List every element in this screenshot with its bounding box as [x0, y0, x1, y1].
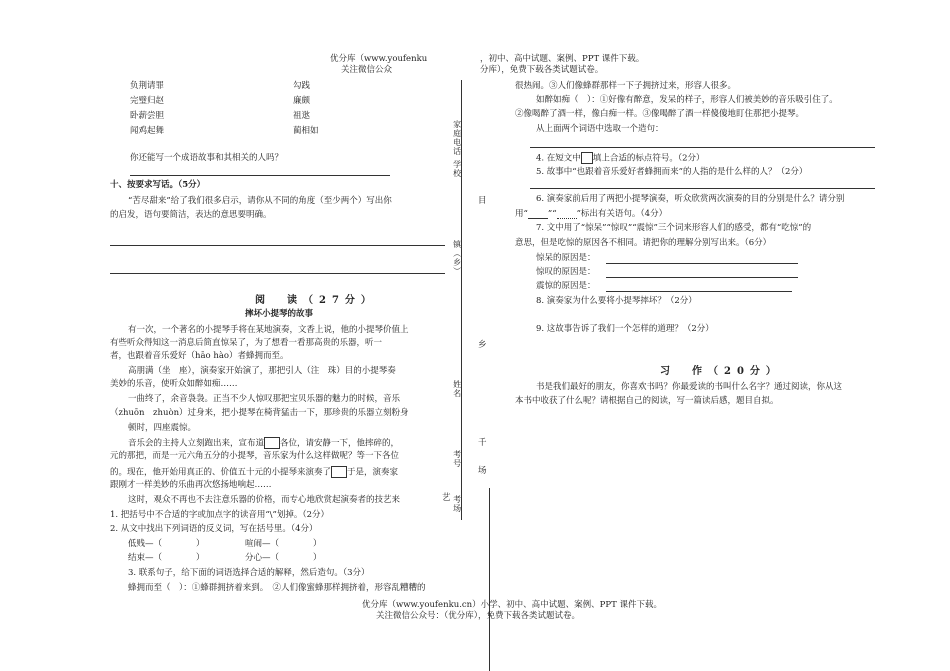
header-left-line2: 关注微信公众: [341, 65, 393, 75]
question-6: [515, 209, 667, 219]
idiom-left-1: 负荆请罪: [130, 81, 165, 91]
wavy-underline-mark: [557, 218, 577, 219]
story-text: 美妙的乐音，使听众如醉如痴……: [110, 379, 238, 389]
idiom-left-4: 闻鸡起舞: [130, 126, 165, 136]
header-right-line2: 分库），免费下载各类试题试卷。: [480, 65, 604, 75]
story-text-part: 于是，演奏家: [347, 467, 399, 478]
idiom-right-2: 廉颇: [293, 96, 311, 106]
section-10-text: “苦尽甜来”给了我们很多启示，请你从不同的角度（至少两个）写出你: [128, 196, 392, 206]
right-text: 如醉如痴（ ）：①好像有醉意，发呆的样子，形容人们被美妙的音乐吸引住了。: [536, 95, 838, 105]
question-3-item: 蜂拥而至（ ）：①蜂群拥挤着来到。 ②人们像蜜蜂那样拥挤着，形容乱糟糟的: [128, 583, 426, 593]
binding-fragment: 艺: [442, 493, 451, 503]
question-5: 5. 故事中“也跟着音乐爱好者蜂拥而来”的人指的是什么样的人？（2分）: [536, 167, 808, 177]
binding-label-phone: 家庭电话: [452, 120, 462, 156]
story-text-part: 音乐会的主持人立刻跑出来，宣布道: [128, 438, 265, 449]
reason-label: 惊呆的原因是：: [536, 253, 596, 263]
essay-prompt: 本书中收获了什么呢？请根据自己的阅读，写一篇读后感，题目自拟。: [515, 396, 779, 406]
footer-line2: 关注微信公众号：（优分库），免费下载各类试题试卷。: [376, 611, 581, 621]
footer-line1: 优分库（www.youfenku.cn）小学、初中、高中试题、案例、PPT 课件下载。: [362, 600, 662, 610]
answer-line: [530, 147, 875, 148]
story-text-part: 各位，请安静一下，他摔碎的，: [280, 438, 400, 449]
story-text: 一曲终了，余音袅袅。正当不少人惊叹那把宝贝乐器的魅力的时候，音乐: [128, 394, 401, 404]
punctuation-box[interactable]: [264, 437, 280, 449]
right-text: 很热闹。③人们像蜂群那样一下子拥挤过来，形容人很多。: [515, 81, 737, 91]
question-6-text: 用“: [515, 209, 528, 219]
question-4-text: 填上合适的标点符号。（2分）: [592, 153, 705, 164]
question-6-text: ”标出有关语句。（4分）: [576, 209, 668, 219]
binding-label-town: 镇（乡）: [452, 240, 462, 276]
binding-label-number: 考号: [452, 450, 462, 468]
right-text: 从上面两个词语中选取一个造句：: [536, 124, 664, 134]
idiom-right-1: 勾践: [293, 81, 311, 91]
reason-label: 惊叹的原因是：: [536, 267, 596, 277]
reading-title: 阅 读（27分）: [255, 295, 377, 306]
question-1: 1. 把括号中不合适的字或加点字的读音用“\”划掉。（2分）: [110, 510, 330, 520]
question-6: 6. 演奏家前后用了两把小提琴演奏，听众欣赏两次演奏的目的分别是什么？请分别: [536, 194, 845, 204]
antonym-blank[interactable]: 结束—（ ）: [128, 553, 205, 563]
header-right-line1: ，初中、高中试题、案例、PPT 课件下载。: [480, 54, 645, 64]
question-6-text: ”“: [547, 209, 557, 219]
punctuation-box[interactable]: [581, 152, 593, 164]
story-title: 摔坏小提琴的故事: [245, 309, 314, 319]
question-7: 意思，但是吃惊的原因各不相同。请把你的理解分别写出来。（6分）: [515, 238, 772, 248]
reason-answer-line[interactable]: [606, 291, 792, 292]
section-10-title: 十、按要求写话。（5分）: [110, 180, 206, 190]
story-text: 有些听众得知这一消息后简直惊呆了，为了想看一看那高贵的乐器，听一: [110, 338, 383, 348]
story-text: 者，也跟着音乐爱好（hāo hào）者蜂拥而至。: [110, 351, 289, 361]
binding-label-school: 学校: [452, 160, 462, 178]
story-text: 顿时，四座震惊。: [128, 423, 197, 433]
story-text: （zhuōn zhuòn）过身来，把小提琴在椅背猛击一下，那珍贵的乐器立刻粉身: [110, 408, 409, 418]
answer-line: [530, 188, 875, 189]
header-left-line1: 优分库（www.youfenku: [330, 54, 428, 64]
binding-fragment: 乡: [478, 340, 487, 350]
story-text: 有一次，一个著名的小提琴手将在某地演奏，文香上说，他的小提琴价值上: [128, 325, 409, 335]
question-7: 7. 文中用了“惊呆”“惊叹”“震惊”三个词来形容人们的感受，都有“吃惊”的: [536, 223, 812, 233]
question-2: 2. 从文中找出下列词语的反义词，写在括号里。（4分）: [110, 524, 318, 534]
story-text: 元的那把，而是一元六角五分的小提琴，音乐家为什么这样做呢？等一下各位: [110, 451, 400, 461]
question-4: [536, 152, 704, 164]
idiom-left-3: 卧薪尝胆: [130, 111, 165, 121]
antonym-blank[interactable]: 低贱—（ ）: [128, 539, 205, 549]
reason-answer-line[interactable]: [606, 277, 798, 278]
story-text: 高朋满（坐 座），演奏家开始演了，那把引人（注 珠）目的小提琴奏: [128, 366, 396, 376]
punctuation-box[interactable]: [331, 466, 347, 478]
essay-title: 习 作（20分）: [660, 366, 782, 377]
question-8: 8. 演奏家为什么要将小提琴摔坏？（2分）: [536, 296, 697, 306]
answer-line: [130, 175, 390, 176]
story-text: [128, 437, 399, 449]
essay-prompt: 书是我们最好的朋友，你喜欢书吗？你最爱读的书叫什么名字？通过阅读，你从这: [536, 382, 843, 392]
question-3: 3. 联系句子，给下面的词语选择合适的解释，然后造句。（3分）: [128, 568, 370, 578]
story-text-part: 的。现在，他开始用真正的、价值五十元的小提琴来演奏了: [110, 467, 332, 478]
binding-label-name: 姓名: [452, 380, 462, 398]
binding-fragment: 目: [478, 196, 487, 206]
story-text: 这时，观众不再也不去注意乐器的价格，而专心地欣赏起演奏者的技艺来: [128, 495, 401, 505]
section-10-text: 的启发，语句要简洁，表达的意思要明确。: [110, 210, 272, 220]
center-divider: [489, 488, 490, 671]
right-text: ②像喝醉了酒一样，像白痴一样。③像喝醉了酒一样傻傻地盯住那把小提琴。: [515, 109, 805, 119]
reason-answer-line[interactable]: [606, 263, 798, 264]
reason-label: 震惊的原因是：: [536, 281, 596, 291]
antonym-blank[interactable]: 喧闹—（ ）: [245, 539, 322, 549]
answer-line: [110, 273, 445, 274]
binding-fragment: 千: [478, 438, 487, 448]
story-text: 跟刚才一样美妙的乐曲再次悠扬地响起……: [110, 480, 272, 490]
question-9: 9. 这故事告诉了我们一个怎样的道理？（2分）: [536, 324, 714, 334]
question-4-text: 4. 在短文中: [536, 153, 581, 164]
idiom-right-4: 蔺相如: [293, 126, 319, 136]
underline-mark: [528, 218, 548, 219]
idiom-question: 你还能写一个成语故事和其相关的人吗？: [130, 153, 284, 163]
answer-line: [110, 245, 445, 246]
story-text: [110, 466, 398, 478]
binding-label-room: 考场: [452, 495, 462, 513]
idiom-left-2: 完璧归赵: [130, 96, 165, 106]
binding-fragment: 场: [478, 466, 487, 476]
idiom-right-3: 祖逖: [293, 111, 311, 121]
antonym-blank[interactable]: 分心—（ ）: [245, 553, 322, 563]
